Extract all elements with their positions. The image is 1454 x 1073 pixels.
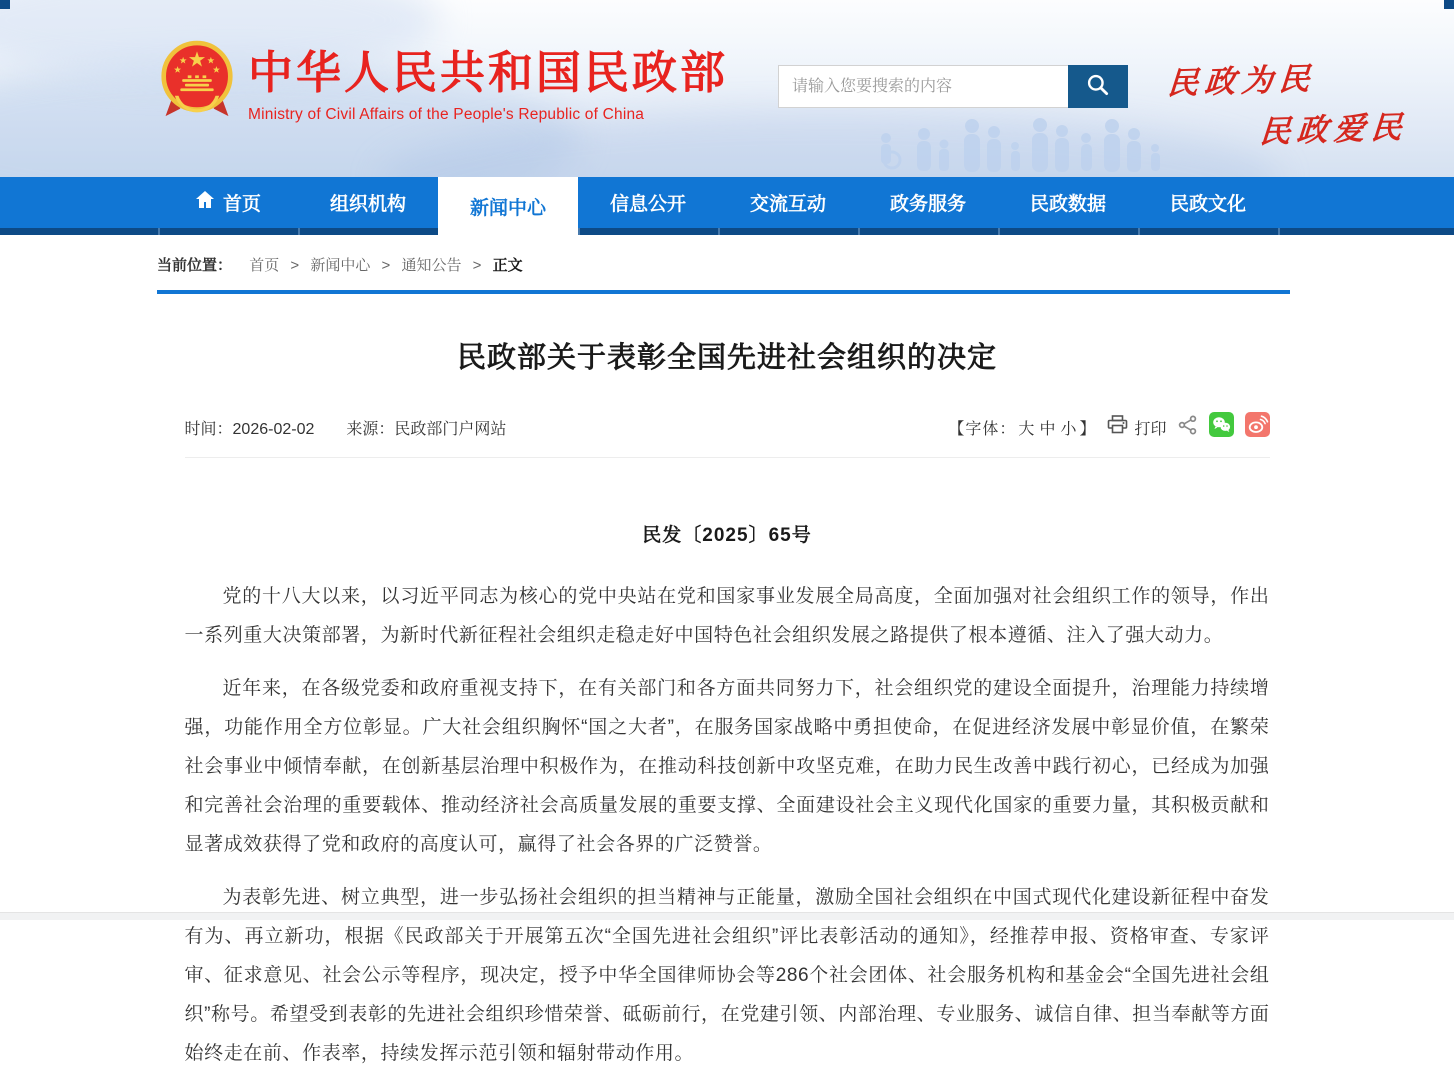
source-label: 来源： <box>346 420 395 438</box>
article-container <box>160 335 1295 1073</box>
nav-item-civil-affairs-culture[interactable] <box>1138 177 1278 228</box>
document-number: 民发〔2025〕65号 <box>642 525 812 546</box>
nav-item-home[interactable] <box>158 177 298 228</box>
nav-item-label: 组织机构 <box>329 194 406 215</box>
time-value: 2026-02-02 <box>232 420 315 438</box>
corner-decoration <box>1444 0 1454 9</box>
breadcrumb-separator: > <box>290 257 300 274</box>
font-size-close: 】 <box>1079 420 1097 438</box>
blue-divider <box>157 290 1290 294</box>
breadcrumb-notices[interactable]: 通知公告 <box>401 257 462 274</box>
site-title: 中华人民共和国民政部 <box>248 47 729 98</box>
nav-item-label: 民政文化 <box>1169 194 1246 215</box>
weibo-share-button[interactable] <box>1245 412 1270 442</box>
font-size-control <box>948 416 1096 439</box>
paragraph: 为表彰先进、树立典型，进一步弘扬社会组织的担当精神与正能量，激励全国社会组织在中国式现代化建设新征程中奋发有为、再立新功，根据《民政部关于开展第五次“全国先进社会组织”评比表彰活动的通知》，经推荐申报、资格审查、专家评审、征求意见、社会公示等程序，现决定，授予中华全国律师协会等286个社会团体、社会服务机构和基金会“全国先进社会组织”称号。希望受到表彰的先进社会组织珍惜荣誉、砥砺前行，在党建引领、内部治理、专业服务、诚信自律、担当奉献等方面始终走在前、作表率，持续发挥示范引领和辐射带动作用。 <box>184 887 1270 1064</box>
slogan-calligraphy <box>1168 54 1408 149</box>
article-meta-bar <box>185 412 1270 458</box>
breadcrumb <box>0 235 1454 290</box>
font-size-open: 【字体： <box>948 420 1017 438</box>
printer-icon <box>1107 415 1128 439</box>
article-title: 民政部关于表彰全国先进社会组织的决定 <box>456 342 997 374</box>
breadcrumb-current: 正文 <box>492 257 523 274</box>
search-icon <box>1085 72 1111 101</box>
source <box>346 416 506 439</box>
wechat-share-button[interactable] <box>1209 412 1234 442</box>
font-size-small[interactable]: 小 <box>1060 420 1078 438</box>
wechat-icon <box>1209 412 1234 442</box>
people-silhouettes-decoration <box>872 108 1172 177</box>
main-navigation <box>0 177 1454 235</box>
paragraph: 近年来，在各级党委和政府重视支持下，在有关部门和各方面共同努力下，社会组织党的建设全面提升，治理能力持续增强，功能作用全方位彰显。广大社会组织胸怀“国之大者”，在服务国家战略中勇担使命，在促进经济发展中彰显价值，在繁荣社会事业中倾情奉献，在创新基层治理中积极作为，在推动科技创新中攻坚克难，在助力民生改善中践行初心，已经成为加强和完善社会治理的重要载体、推动经济社会高质量发展的重要支撑、全面建设社会主义现代化国家的重要力量，其积极贡献和显著成效获得了党和政府的高度认可，赢得了社会各界的广泛赞誉。 <box>184 678 1270 855</box>
slogan-line-2: 民政爱民 <box>1258 109 1410 150</box>
site-header <box>0 0 1454 177</box>
nav-item-organization[interactable] <box>298 177 438 228</box>
nav-item-news-center[interactable] <box>438 177 578 235</box>
breadcrumb-separator: > <box>472 257 482 274</box>
nav-item-label: 交流互动 <box>749 194 826 215</box>
corner-decoration <box>0 0 10 9</box>
share-icon <box>1178 415 1198 440</box>
paragraph: 党的十八大以来，以习近平同志为核心的党中央站在党和国家事业发展全局高度，全面加强对社会组织工作的领导，作出一系列重大决策部署，为新时代新征程社会组织走稳走好中国特色社会组织发展之路提供了根本遵循、注入了强大动力。 <box>184 586 1270 646</box>
nav-item-label: 首页 <box>222 194 261 215</box>
home-icon <box>195 190 215 215</box>
slogan-line-1: 民政为民 <box>1166 61 1318 102</box>
breadcrumb-news-center[interactable]: 新闻中心 <box>310 257 371 274</box>
breadcrumb-separator: > <box>381 257 391 274</box>
search-button[interactable] <box>1068 65 1128 108</box>
breadcrumb-home[interactable]: 首页 <box>249 257 280 274</box>
nav-item-information-disclosure[interactable] <box>578 177 718 228</box>
print-button[interactable] <box>1107 415 1166 439</box>
page-bottom-strip <box>0 912 1454 920</box>
share-button[interactable] <box>1178 415 1198 440</box>
article-body <box>185 577 1270 1073</box>
site-subtitle: Ministry of Civil Affairs of the People's Republic of China <box>248 106 645 123</box>
site-logo-link[interactable] <box>160 38 728 127</box>
search-input[interactable] <box>778 65 1068 108</box>
weibo-icon <box>1245 412 1270 442</box>
nav-item-interaction[interactable] <box>718 177 858 228</box>
national-emblem-icon <box>160 38 234 127</box>
font-size-medium[interactable]: 中 <box>1039 420 1057 438</box>
nav-item-label: 信息公开 <box>609 194 686 215</box>
nav-item-government-services[interactable] <box>858 177 998 228</box>
nav-item-label: 政务服务 <box>889 194 966 215</box>
print-label: 打印 <box>1134 420 1167 438</box>
nav-item-label: 新闻中心 <box>469 197 546 219</box>
source-value: 民政部门户网站 <box>394 420 507 438</box>
nav-item-label: 民政数据 <box>1029 194 1106 215</box>
publish-time <box>185 416 315 439</box>
nav-item-civil-affairs-data[interactable] <box>998 177 1138 228</box>
search-bar <box>778 65 1128 108</box>
font-size-large[interactable]: 大 <box>1018 420 1036 438</box>
breadcrumb-label: 当前位置： <box>157 257 233 274</box>
time-label: 时间： <box>184 420 233 438</box>
